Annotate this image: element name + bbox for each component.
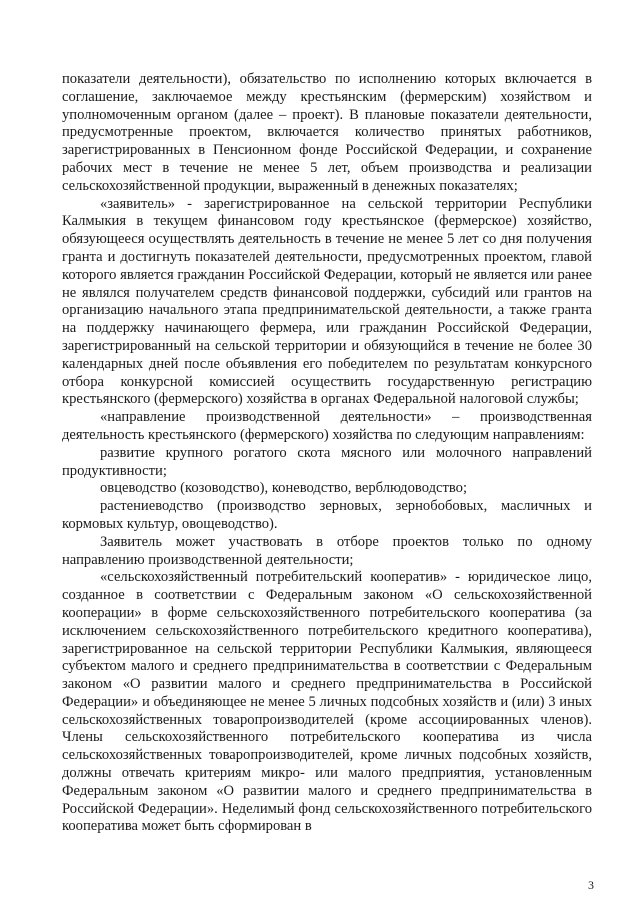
paragraph-ovcevodstvo: овцеводство (козоводство), коневодство, верблюдоводство; [100, 480, 467, 497]
paragraph-1: показатели деятельности), обязательство по исполнению которых включается в соглашение, заключаемое между крестьянским (фермерским) хозяйством и уполномоченным органом (далее – проект). В плановые показатели деятельности, предусмотренные проектом, включается количество принятых работников, зарегистрированных в Пенсионном фонде Российской Федерации, и сохранение рабочих мест в течение не менее 5 лет, объем производства и реализации сельскохозяйственной продукции, выраженный в денежных показателях; [62, 71, 592, 194]
paragraph-zayavitel: «заявитель» - зарегистрированное на сельской территории Республики Калмыкия в текущем финансовом году крестьянское (фермерское) хозяйство, обязующееся осуществлять деятельность в течение не менее 5 лет со дня получения гранта и достигнуть показателей деятельности, предусмотренных проектом, главой которого является гражданин Российской Федерации, который не является или ранее не являлся получателем средств финансовой поддержки, субсидий или грантов на организацию начального этапа предпринимательской деятельности, а также гранта на поддержку начинающего фермера, или гражданин Российской Федерации, зарегистрированный на сельской территории и обязующийся в течение не более 30 календарных дней после объявления его победителем по результатам конкурсного отбора конкурсной комиссией осуществить государственную регистрацию крестьянского (фермерского) хозяйства в органах Федеральной налоговой службы; [62, 195, 592, 408]
document-body [62, 71, 592, 836]
paragraph-kooperativ: «сельскохозяйственный потребительский кооператив» - юридическое лицо, созданное в соответствии с Федеральным законом «О сельскохозяйственной кооперации» в форме сельскохозяйственного потребительского кооператива (за исключением сельскохозяйственного потребительского кредитного кооператива), зарегистрированное на сельской территории Республики Калмыкия, являющееся субъектом малого и среднего предпринимательства в соответствии с Федеральным законом «О развитии малого и среднего предпринимательства в Российской Федерации» и объединяющее не менее 5 личных подсобных хозяйств и (или) 3 иных сельскохозяйственных товаропроизводителей (кроме ассоциированных членов). Члены сельскохозяйственного потребительского кооператива из числа сельскохозяйственных товаропроизводителей, кроме личных подсобных хозяйств, должны отвечать критериям микро- или малого предприятия, установленным Федеральным законом «О развитии малого и среднего предпринимательства в Российской Федерации». Неделимый фонд сельскохозяйственного потребительского кооператива может быть сформирован в [62, 569, 592, 835]
paragraph-krs: развитие крупного рогатого скота мясного или молочного направлений продуктивности; [62, 444, 592, 479]
paragraph-odno-napravlenie: Заявитель может участвовать в отборе проектов только по одному направлению производственной деятельности; [62, 533, 592, 568]
paragraph-napravlenie: «направление производственной деятельности» – производственная деятельность крестьянского (фермерского) хозяйства по следующим направлениям: [62, 409, 592, 443]
page-number: 3 [588, 878, 594, 892]
paragraph-rastenievodstvo: растениеводство (производство зерновых, зернобобовых, масличных и кормовых культур, овощеводство). [62, 498, 592, 532]
